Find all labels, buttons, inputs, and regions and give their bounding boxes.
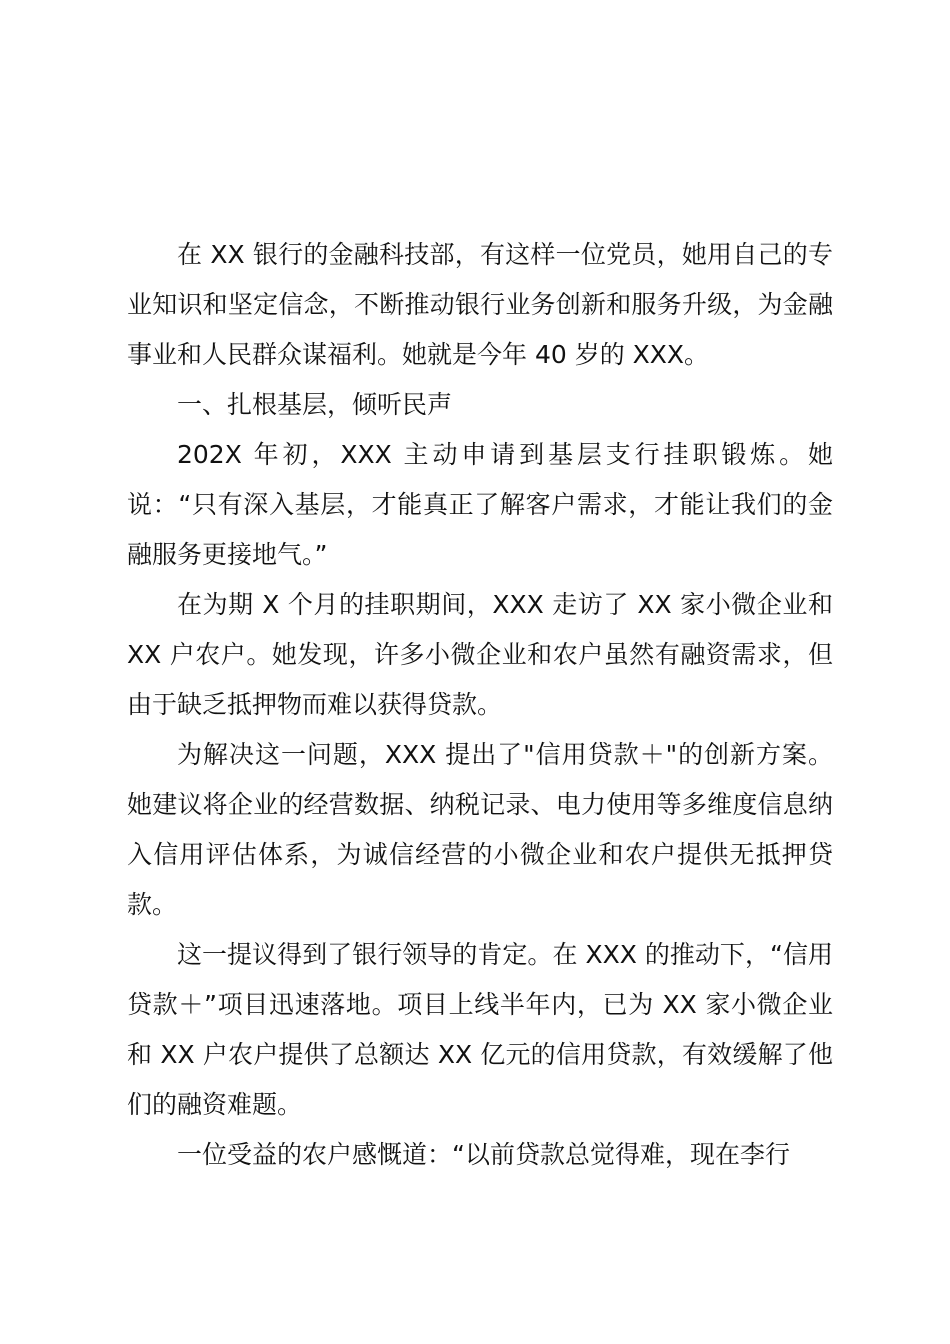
section-heading-1: 一、扎根基层，倾听民声 — [177, 390, 453, 419]
paragraph-visits: 在为期 X 个月的挂职期间，XXX 走访了 XX 家小微企业和 XX 户农户。她发现，许多小微企业和农户虽然有融资需求，但由于缺乏抵押物而难以获得贷款。 — [127, 590, 833, 719]
paragraph-grassroots: 202X 年初，XXX 主动申请到基层支行挂职锻炼。她说：“只有深入基层，才能真正了解客户需求，才能让我们的金融服务更接地气。” — [127, 440, 833, 569]
document-body — [127, 230, 833, 1180]
paragraph-credit-plan: 为解决这一问题，XXX 提出了"信用贷款＋"的创新方案。她建议将企业的经营数据、纳税记录、电力使用等多维度信息纳入信用评估体系，为诚信经营的小微企业和农户提供无抵押贷款。 — [127, 740, 833, 919]
paragraph-farmer-quote: 一位受益的农户感慨道：“以前贷款总觉得难，现在李行 — [177, 1140, 790, 1169]
paragraph-intro: 在 XX 银行的金融科技部，有这样一位党员，她用自己的专业知识和坚定信念，不断推动银行业务创新和服务升级，为金融事业和人民群众谋福利。她就是今年 40 岁的 XXX。 — [127, 240, 833, 369]
paragraph-results: 这一提议得到了银行领导的肯定。在 XXX 的推动下，“信用贷款＋”项目迅速落地。项目上线半年内，已为 XX 家小微企业和 XX 户农户提供了总额达 XX 亿元的信用贷款，有效缓解了他们的融资难题。 — [127, 940, 833, 1119]
